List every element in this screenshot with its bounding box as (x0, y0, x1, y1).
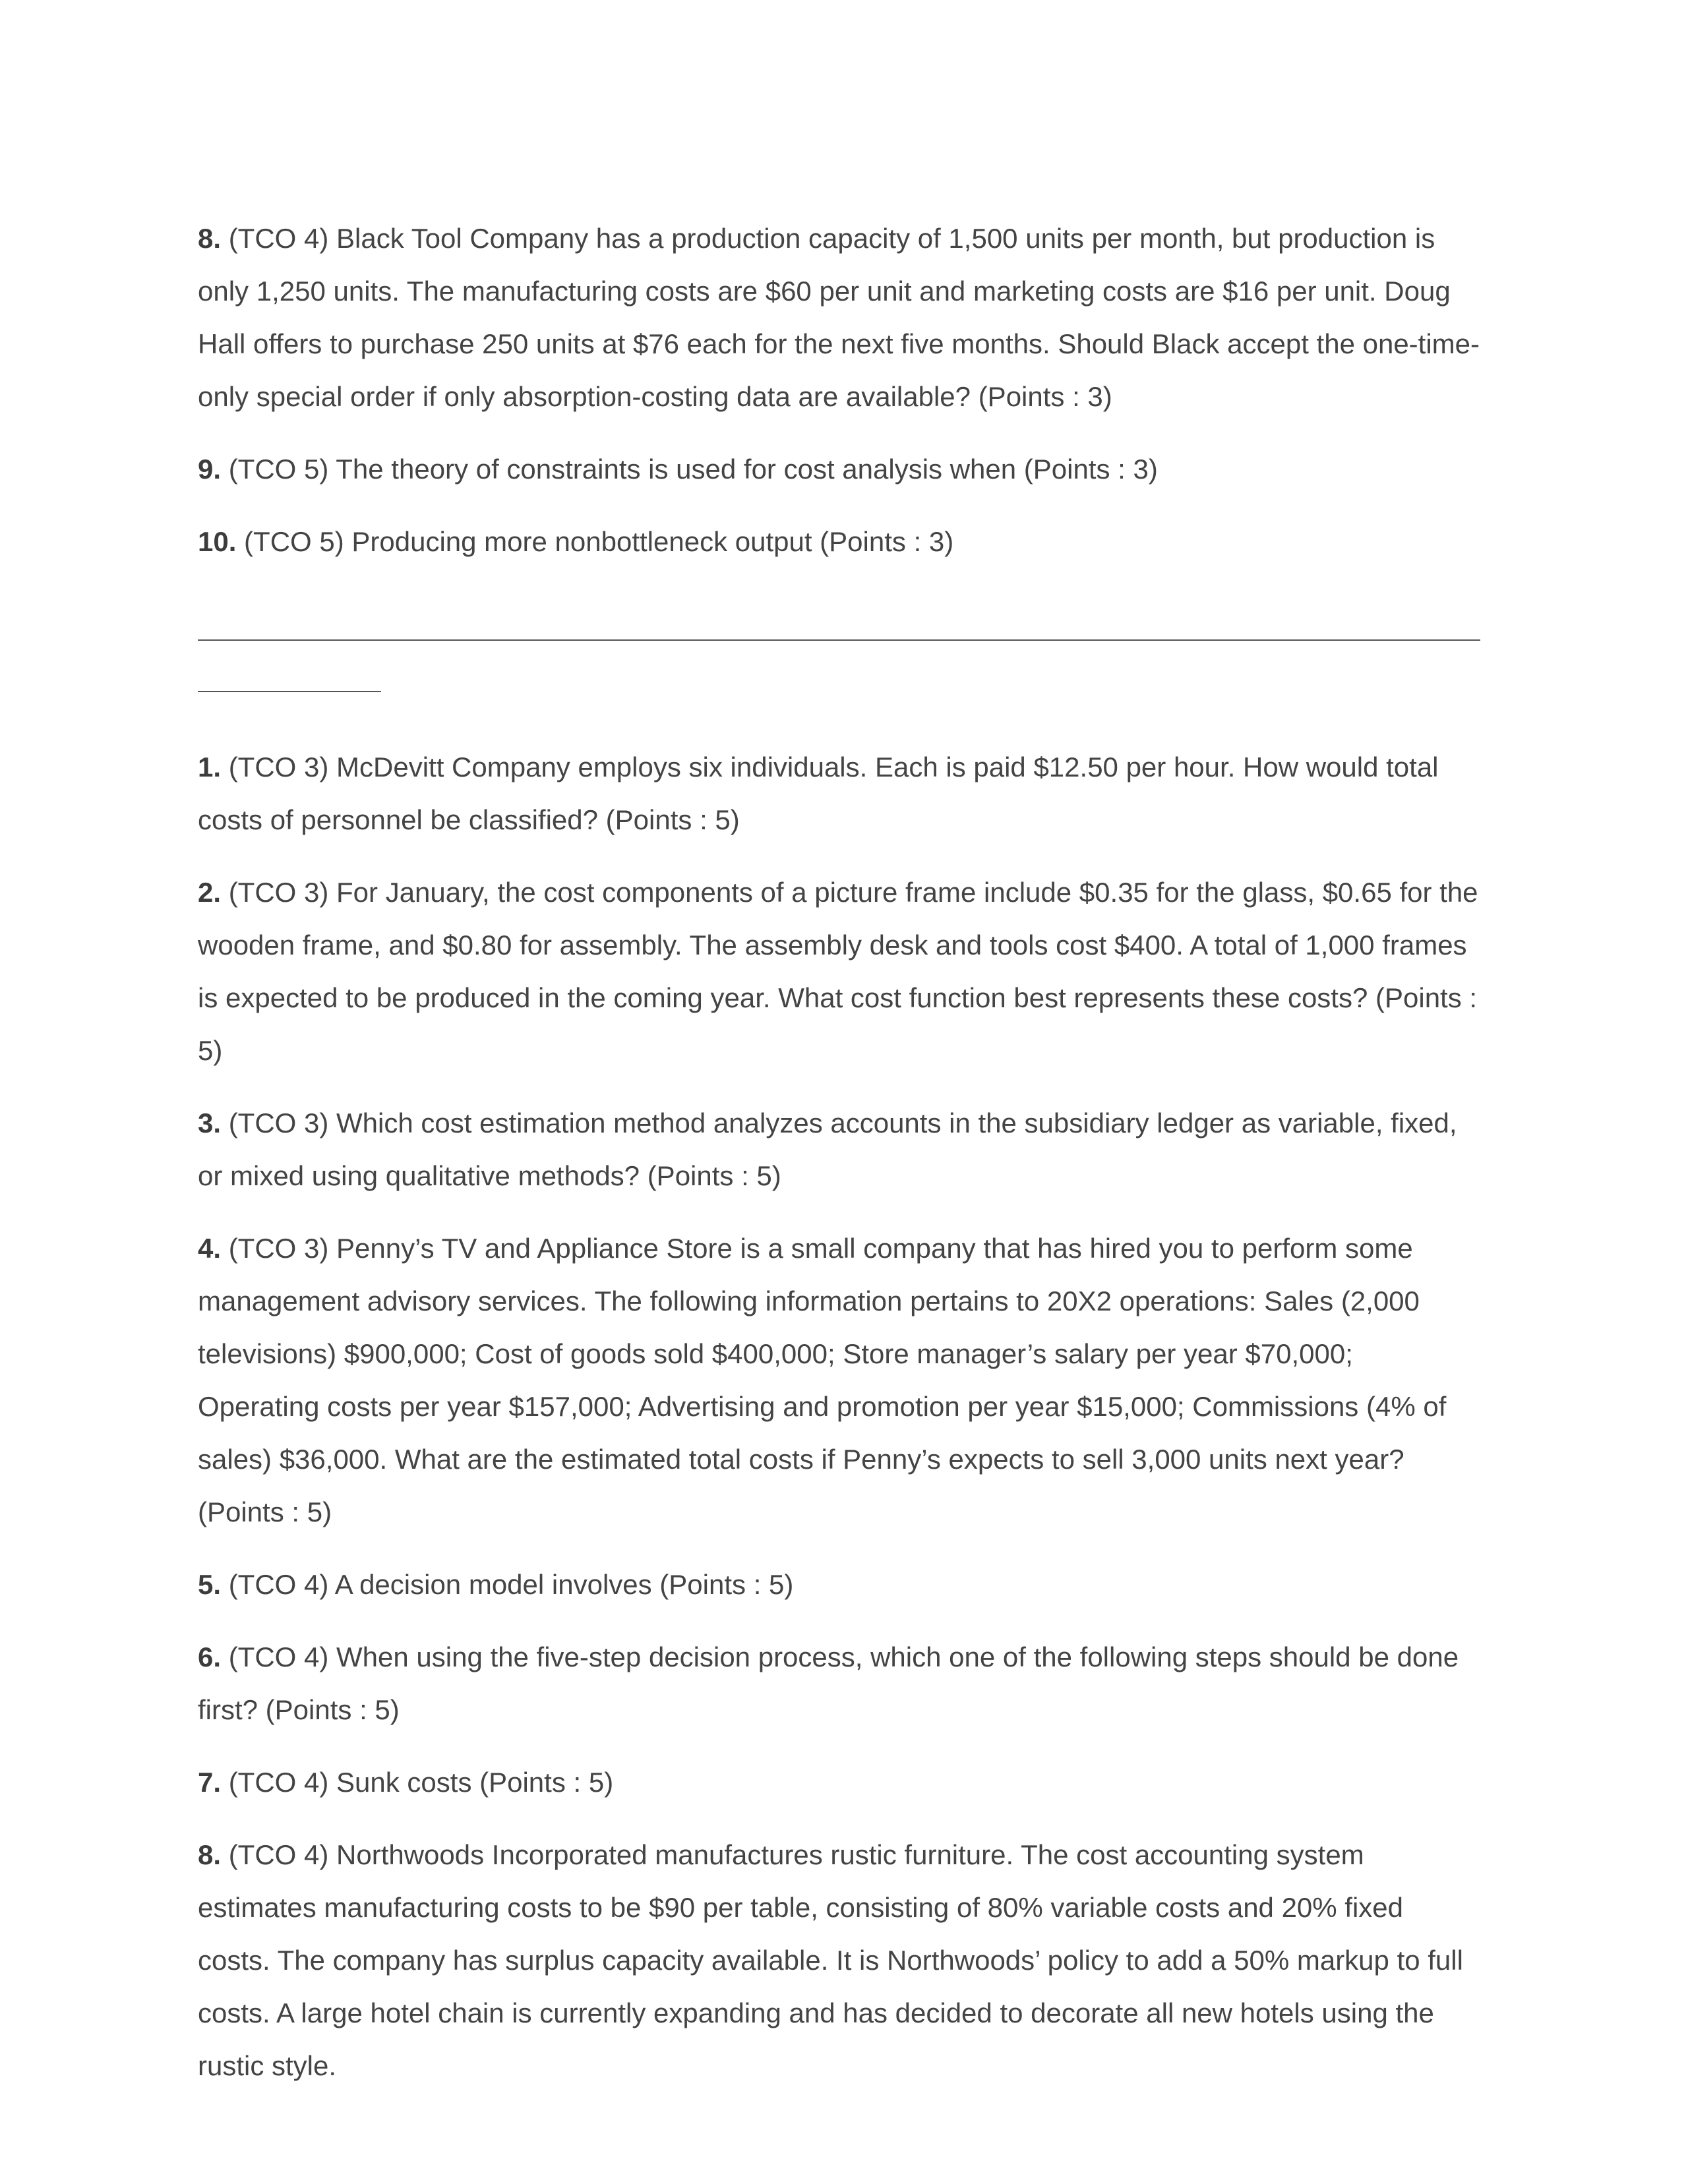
question-text: (TCO 4) Northwoods Incorporated manufactures rustic furniture. The cost accounting system estimates manufacturing costs to be $90 per table, consisting of 80% variable costs and 20% fixed costs. The company has surplus capacity available. It is Northwoods’ policy to add a 50% markup to full costs. A large hotel chain is currently expanding and has decided to decorate all new hotels using the rustic style. (198, 1839, 1463, 2081)
question-b4 (198, 1222, 1480, 1539)
question-number: 1. (198, 752, 222, 782)
question-b8 (198, 1829, 1480, 2092)
question-a10 (198, 516, 1480, 568)
question-number: 3. (198, 1107, 222, 1138)
question-b5 (198, 1558, 1480, 1611)
question-number: 7. (198, 1767, 222, 1798)
question-number: 2. (198, 877, 222, 908)
question-text: (TCO 4) When using the five-step decision process, which one of the following steps should be done first? (Points : 5) (198, 1641, 1459, 1725)
question-text: (TCO 4) Sunk costs (Points : 5) (221, 1767, 614, 1798)
section-divider-short (198, 691, 381, 692)
question-text: (TCO 3) Penny’s TV and Appliance Store is a small company that has hired you to perform some management advisory services. The following information pertains to 20X2 operations: Sales (2,000 televisions) $900,000; Cost of goods sold $400,000; Store manager’s salary per year $70,000; Operating costs per year $157,000; Advertising and promotion per year $15,000; Commissions (4% of sales) $36,000. What are the estimated total costs if Penny’s expects to sell 3,000 units next year? (Points : 5) (198, 1233, 1447, 1527)
question-text: (TCO 5) The theory of constraints is used for cost analysis when (Points : 3) (221, 454, 1158, 485)
section-divider (198, 639, 1480, 641)
question-b1 (198, 741, 1480, 846)
question-number: 8. (198, 223, 222, 254)
question-b3 (198, 1097, 1480, 1202)
question-a9 (198, 443, 1480, 496)
question-number: 4. (198, 1233, 222, 1264)
question-number: 8. (198, 1839, 222, 1870)
question-text: (TCO 3) Which cost estimation method analyzes accounts in the subsidiary ledger as variable, fixed, or mixed using qualitative methods? (Points : 5) (198, 1107, 1457, 1191)
question-text: (TCO 4) Black Tool Company has a production capacity of 1,500 units per month, but production is only 1,250 units. The manufacturing costs are $60 per unit and marketing costs are $16 per unit. Doug Hall offers to purchase 250 units at $76 each for the next five months. Should Black accept the one-time-only special order if only absorption-costing data are available? (Points : 3) (198, 223, 1480, 412)
question-text: (TCO 5) Producing more nonbottleneck output (Points : 3) (236, 526, 954, 557)
question-number: 6. (198, 1641, 222, 1672)
question-text: (TCO 3) McDevitt Company employs six individuals. Each is paid $12.50 per hour. How would total costs of personnel be classified? (Points : 5) (198, 752, 1439, 835)
question-number: 5. (198, 1569, 222, 1600)
question-list-continued (198, 212, 1480, 568)
question-list (198, 741, 1480, 2092)
question-b6 (198, 1631, 1480, 1736)
question-a8 (198, 212, 1480, 423)
document-page (198, 212, 1480, 2112)
question-b2 (198, 866, 1480, 1077)
question-text: (TCO 4) A decision model involves (Points : 5) (221, 1569, 794, 1600)
question-b7 (198, 1756, 1480, 1809)
question-text: (TCO 3) For January, the cost components of a picture frame include $0.35 for the glass, $0.65 for the wooden frame, and $0.80 for assembly. The assembly desk and tools cost $400. A total of 1,000 frames is expected to be produced in the coming year. What cost function best represents these costs? (Points : 5) (198, 877, 1478, 1066)
question-number: 9. (198, 454, 222, 485)
question-number: 10. (198, 526, 237, 557)
